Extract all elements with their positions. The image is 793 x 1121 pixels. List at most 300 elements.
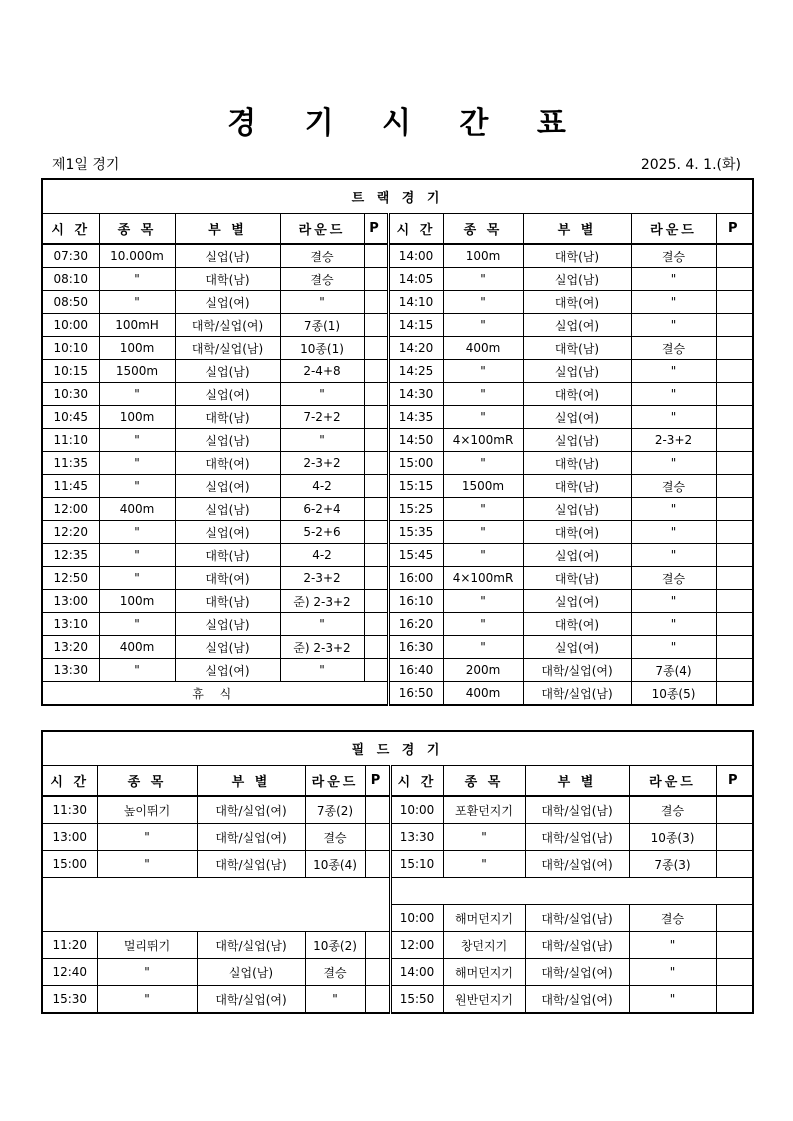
track-right-p — [716, 244, 753, 268]
track-left-division: 실업(남) — [175, 636, 280, 659]
track-left-event: 400m — [99, 498, 175, 521]
track-right-division: 대학/실업(남) — [523, 682, 631, 706]
field-right-event: 창던지기 — [443, 932, 525, 959]
field-header-division: 부 별 — [525, 766, 629, 797]
track-right-time: 15:45 — [388, 544, 443, 567]
track-right-round: " — [631, 544, 716, 567]
track-left-event: " — [99, 452, 175, 475]
track-left-division: 실업(남) — [175, 429, 280, 452]
table-row — [42, 659, 753, 682]
track-left-p — [364, 406, 388, 429]
field-left-division: 실업(남) — [197, 959, 305, 986]
track-header-time: 시 간 — [388, 214, 443, 245]
table-row — [42, 986, 753, 1014]
track-right-round: " — [631, 314, 716, 337]
field-right-division: 대학/실업(여) — [525, 851, 629, 878]
track-right-p — [716, 682, 753, 706]
track-right-division: 실업(남) — [523, 498, 631, 521]
track-right-p — [716, 337, 753, 360]
table-row — [42, 268, 753, 291]
track-right-division: 대학(여) — [523, 613, 631, 636]
field-left-p — [365, 986, 390, 1014]
track-left-event: " — [99, 291, 175, 314]
field-right-round: 결승 — [629, 796, 716, 824]
track-right-p — [716, 360, 753, 383]
field-right-time: 10:00 — [390, 796, 443, 824]
field-right-division: 대학/실업(남) — [525, 905, 629, 932]
track-right-round: " — [631, 498, 716, 521]
track-left-p — [364, 521, 388, 544]
field-left-division: 대학/실업(여) — [197, 796, 305, 824]
track-left-event: 10.000m — [99, 244, 175, 268]
track-right-round: " — [631, 291, 716, 314]
track-right-division: 실업(남) — [523, 360, 631, 383]
field-left-event: " — [97, 986, 197, 1014]
track-right-p — [716, 383, 753, 406]
track-right-event: " — [443, 521, 523, 544]
track-left-time: 12:50 — [42, 567, 99, 590]
track-right-event: " — [443, 406, 523, 429]
track-right-event: 4×100mR — [443, 429, 523, 452]
track-left-time: 12:00 — [42, 498, 99, 521]
field-right-p — [716, 986, 753, 1014]
track-right-time: 14:15 — [388, 314, 443, 337]
track-right-division: 대학(여) — [523, 521, 631, 544]
track-left-p — [364, 590, 388, 613]
track-left-p — [364, 291, 388, 314]
track-right-time: 14:05 — [388, 268, 443, 291]
field-left-division: 대학/실업(여) — [197, 986, 305, 1014]
field-left-division: 대학/실업(여) — [197, 824, 305, 851]
track-right-time: 16:30 — [388, 636, 443, 659]
track-left-p — [364, 567, 388, 590]
track-right-event: " — [443, 452, 523, 475]
track-left-time: 07:30 — [42, 244, 99, 268]
field-header-round: 라운드 — [629, 766, 716, 797]
track-right-event: " — [443, 383, 523, 406]
table-row — [42, 291, 753, 314]
track-left-division: 대학(여) — [175, 567, 280, 590]
track-left-division: 실업(여) — [175, 291, 280, 314]
track-left-division: 실업(남) — [175, 360, 280, 383]
track-right-round: " — [631, 636, 716, 659]
field-left-round: 10종(2) — [305, 932, 365, 959]
track-left-p — [364, 452, 388, 475]
track-left-event: " — [99, 268, 175, 291]
track-right-p — [716, 314, 753, 337]
track-header-time: 시 간 — [42, 214, 99, 245]
track-left-time: 08:10 — [42, 268, 99, 291]
track-left-time: 12:35 — [42, 544, 99, 567]
track-right-p — [716, 429, 753, 452]
track-left-division: 실업(남) — [175, 498, 280, 521]
track-left-p — [364, 613, 388, 636]
table-row — [42, 314, 753, 337]
track-header-p: P — [716, 214, 753, 245]
track-left-event: " — [99, 429, 175, 452]
track-right-p — [716, 498, 753, 521]
field-right-event: 해머던지기 — [443, 959, 525, 986]
field-left-round: 10종(4) — [305, 851, 365, 878]
field-right-p — [716, 932, 753, 959]
track-right-p — [716, 475, 753, 498]
track-left-time: 08:50 — [42, 291, 99, 314]
track-right-round: " — [631, 360, 716, 383]
track-left-time: 13:20 — [42, 636, 99, 659]
field-right-event: 해머던지기 — [443, 905, 525, 932]
track-left-event: 1500m — [99, 360, 175, 383]
track-left-p — [364, 314, 388, 337]
track-right-event: " — [443, 291, 523, 314]
field-right-round: " — [629, 959, 716, 986]
field-header-division: 부 별 — [197, 766, 305, 797]
field-left-round: 결승 — [305, 959, 365, 986]
track-left-time: 12:20 — [42, 521, 99, 544]
field-header-time: 시 간 — [42, 766, 97, 797]
track-left-round: 결승 — [280, 244, 364, 268]
track-left-time: 13:10 — [42, 613, 99, 636]
track-left-event: 100m — [99, 406, 175, 429]
track-right-event: " — [443, 544, 523, 567]
field-right-round: " — [629, 986, 716, 1014]
track-right-p — [716, 567, 753, 590]
track-left-division: 실업(남) — [175, 244, 280, 268]
track-left-division: 실업(여) — [175, 521, 280, 544]
track-right-division: 대학(남) — [523, 475, 631, 498]
track-left-round: 7종(1) — [280, 314, 364, 337]
table-row — [42, 796, 753, 824]
field-right-p — [716, 796, 753, 824]
track-right-round: 7종(4) — [631, 659, 716, 682]
track-right-event: " — [443, 590, 523, 613]
track-left-round: 준) 2-3+2 — [280, 590, 364, 613]
field-left-event: " — [97, 824, 197, 851]
track-left-division: 대학/실업(남) — [175, 337, 280, 360]
table-row — [42, 360, 753, 383]
table-row — [42, 590, 753, 613]
track-left-p — [364, 544, 388, 567]
track-right-division: 실업(여) — [523, 544, 631, 567]
track-header-row — [42, 214, 753, 245]
field-right-division: 대학/실업(남) — [525, 824, 629, 851]
field-left-time: 15:30 — [42, 986, 97, 1014]
field-right-p — [716, 959, 753, 986]
track-left-division: 실업(남) — [175, 613, 280, 636]
field-right-time: 14:00 — [390, 959, 443, 986]
field-left-round: " — [305, 986, 365, 1014]
table-row — [42, 636, 753, 659]
track-left-event: 400m — [99, 636, 175, 659]
table-row — [42, 824, 753, 851]
track-left-p — [364, 244, 388, 268]
field-left-event: 높이뛰기 — [97, 796, 197, 824]
track-left-round: 2-3+2 — [280, 452, 364, 475]
field-header-p: P — [716, 766, 753, 797]
track-left-division: 대학/실업(여) — [175, 314, 280, 337]
field-left-p — [365, 959, 390, 986]
track-left-round: 2-4+8 — [280, 360, 364, 383]
field-right-p — [716, 851, 753, 878]
track-right-division: 대학(여) — [523, 383, 631, 406]
track-left-round: " — [280, 613, 364, 636]
track-right-round: 결승 — [631, 337, 716, 360]
track-left-round: 결승 — [280, 268, 364, 291]
track-right-division: 대학/실업(여) — [523, 659, 631, 682]
track-left-event: " — [99, 613, 175, 636]
track-right-division: 대학(남) — [523, 452, 631, 475]
track-right-round: " — [631, 590, 716, 613]
field-right-p — [716, 824, 753, 851]
track-left-division: 대학(남) — [175, 268, 280, 291]
table-row — [42, 244, 753, 268]
field-right-event: 원반던지기 — [443, 986, 525, 1014]
field-left-p — [365, 851, 390, 878]
track-right-time: 15:35 — [388, 521, 443, 544]
track-right-p — [716, 659, 753, 682]
track-header-event: 종 목 — [443, 214, 523, 245]
track-left-round: 4-2 — [280, 475, 364, 498]
field-right-time: 15:50 — [390, 986, 443, 1014]
table-row — [42, 878, 753, 905]
field-left-event: 멀리뛰기 — [97, 932, 197, 959]
track-right-division: 실업(여) — [523, 590, 631, 613]
rest-label: 휴 식 — [42, 682, 388, 706]
track-left-p — [364, 498, 388, 521]
field-left-time: 13:00 — [42, 824, 97, 851]
blank-cell — [42, 878, 390, 932]
track-header-round: 라운드 — [280, 214, 364, 245]
field-left-time: 15:00 — [42, 851, 97, 878]
track-left-event: 100m — [99, 337, 175, 360]
field-left-event: " — [97, 959, 197, 986]
track-right-round: " — [631, 521, 716, 544]
track-left-time: 10:45 — [42, 406, 99, 429]
track-left-event: " — [99, 383, 175, 406]
track-left-round: 준) 2-3+2 — [280, 636, 364, 659]
track-header-division: 부 별 — [523, 214, 631, 245]
field-right-time: 13:30 — [390, 824, 443, 851]
table-row — [42, 932, 753, 959]
track-left-division: 실업(여) — [175, 475, 280, 498]
track-left-round: 6-2+4 — [280, 498, 364, 521]
track-right-time: 16:10 — [388, 590, 443, 613]
track-left-division: 실업(여) — [175, 659, 280, 682]
field-header-time: 시 간 — [390, 766, 443, 797]
track-left-round: " — [280, 291, 364, 314]
field-right-round: 10종(3) — [629, 824, 716, 851]
field-right-time: 10:00 — [390, 905, 443, 932]
track-left-round: 7-2+2 — [280, 406, 364, 429]
track-right-round: " — [631, 383, 716, 406]
track-left-time: 13:30 — [42, 659, 99, 682]
field-left-division: 대학/실업(남) — [197, 932, 305, 959]
track-left-p — [364, 475, 388, 498]
track-left-division: 대학(남) — [175, 590, 280, 613]
table-row — [42, 682, 753, 706]
track-left-round: 4-2 — [280, 544, 364, 567]
track-right-round: 결승 — [631, 244, 716, 268]
table-row — [42, 406, 753, 429]
table-row — [42, 959, 753, 986]
field-right-division: 대학/실업(남) — [525, 932, 629, 959]
field-left-time: 12:40 — [42, 959, 97, 986]
track-right-round: 2-3+2 — [631, 429, 716, 452]
table-row — [42, 475, 753, 498]
track-left-round: " — [280, 429, 364, 452]
field-left-event: " — [97, 851, 197, 878]
track-right-event: 100m — [443, 244, 523, 268]
track-right-time: 15:25 — [388, 498, 443, 521]
field-right-round: " — [629, 932, 716, 959]
track-right-division: 대학(남) — [523, 244, 631, 268]
track-right-p — [716, 636, 753, 659]
track-right-p — [716, 521, 753, 544]
track-right-event: 400m — [443, 337, 523, 360]
table-row — [42, 613, 753, 636]
track-left-event: " — [99, 567, 175, 590]
track-right-event: 200m — [443, 659, 523, 682]
track-right-division: 대학(여) — [523, 291, 631, 314]
field-left-time: 11:30 — [42, 796, 97, 824]
table-row — [42, 544, 753, 567]
track-left-event: " — [99, 544, 175, 567]
track-right-event: " — [443, 314, 523, 337]
track-header-division: 부 별 — [175, 214, 280, 245]
track-right-round: " — [631, 268, 716, 291]
field-right-division: 대학/실업(남) — [525, 796, 629, 824]
track-left-time: 10:00 — [42, 314, 99, 337]
field-left-round: 7종(2) — [305, 796, 365, 824]
track-left-event: " — [99, 659, 175, 682]
track-left-division: 실업(여) — [175, 383, 280, 406]
track-right-event: " — [443, 268, 523, 291]
field-left-p — [365, 824, 390, 851]
field-left-p — [365, 796, 390, 824]
track-right-p — [716, 268, 753, 291]
track-left-p — [364, 659, 388, 682]
track-left-event: " — [99, 521, 175, 544]
track-header-p: P — [364, 214, 388, 245]
table-row — [42, 521, 753, 544]
track-left-division: 대학(여) — [175, 452, 280, 475]
field-right-division: 대학/실업(여) — [525, 986, 629, 1014]
page-title: 경 기 시 간 표 — [227, 106, 585, 141]
field-left-p — [365, 932, 390, 959]
track-right-division: 대학(남) — [523, 567, 631, 590]
track-left-division: 대학(남) — [175, 406, 280, 429]
track-schedule-table — [41, 178, 754, 706]
track-left-time: 10:15 — [42, 360, 99, 383]
track-left-division: 대학(남) — [175, 544, 280, 567]
field-header-event: 종 목 — [97, 766, 197, 797]
table-row — [42, 498, 753, 521]
track-left-round: 2-3+2 — [280, 567, 364, 590]
field-header-row — [42, 766, 753, 797]
blank-cell — [390, 878, 753, 905]
table-row — [42, 567, 753, 590]
field-right-time: 12:00 — [390, 932, 443, 959]
track-left-time: 11:45 — [42, 475, 99, 498]
track-left-time: 10:30 — [42, 383, 99, 406]
track-right-time: 14:10 — [388, 291, 443, 314]
field-right-round: 결승 — [629, 905, 716, 932]
track-right-division: 실업(여) — [523, 636, 631, 659]
track-right-event: " — [443, 636, 523, 659]
track-left-event: 100mH — [99, 314, 175, 337]
track-left-p — [364, 337, 388, 360]
track-right-p — [716, 452, 753, 475]
field-right-time: 15:10 — [390, 851, 443, 878]
track-left-p — [364, 636, 388, 659]
track-header-event: 종 목 — [99, 214, 175, 245]
track-right-round: " — [631, 406, 716, 429]
track-left-event: 100m — [99, 590, 175, 613]
field-right-event: " — [443, 851, 525, 878]
track-right-event: " — [443, 613, 523, 636]
table-row — [42, 452, 753, 475]
field-left-division: 대학/실업(남) — [197, 851, 305, 878]
track-left-round: 5-2+6 — [280, 521, 364, 544]
track-right-round: 결승 — [631, 475, 716, 498]
field-right-division: 대학/실업(여) — [525, 959, 629, 986]
table-row — [42, 429, 753, 452]
track-right-p — [716, 406, 753, 429]
track-right-time: 14:35 — [388, 406, 443, 429]
track-left-event: " — [99, 475, 175, 498]
track-header-round: 라운드 — [631, 214, 716, 245]
track-right-event: 1500m — [443, 475, 523, 498]
track-right-time: 16:00 — [388, 567, 443, 590]
field-section-title: 필 드 경 기 — [42, 731, 753, 766]
track-left-time: 11:35 — [42, 452, 99, 475]
track-right-time: 16:20 — [388, 613, 443, 636]
date-label: 2025. 4. 1.(화) — [640, 157, 741, 173]
track-right-time: 15:00 — [388, 452, 443, 475]
field-right-p — [716, 905, 753, 932]
track-left-p — [364, 268, 388, 291]
track-right-time: 14:30 — [388, 383, 443, 406]
track-left-p — [364, 360, 388, 383]
track-right-round: 10종(5) — [631, 682, 716, 706]
track-left-time: 10:10 — [42, 337, 99, 360]
track-left-round: 10종(1) — [280, 337, 364, 360]
track-right-event: " — [443, 498, 523, 521]
table-row — [42, 851, 753, 878]
field-left-round: 결승 — [305, 824, 365, 851]
track-right-event: 4×100mR — [443, 567, 523, 590]
track-right-time: 14:25 — [388, 360, 443, 383]
field-schedule-table — [41, 730, 754, 1014]
track-right-time: 16:40 — [388, 659, 443, 682]
track-right-division: 실업(여) — [523, 406, 631, 429]
field-right-event: " — [443, 824, 525, 851]
track-right-p — [716, 613, 753, 636]
track-right-time: 15:15 — [388, 475, 443, 498]
track-left-p — [364, 383, 388, 406]
track-right-division: 실업(남) — [523, 268, 631, 291]
field-header-event: 종 목 — [443, 766, 525, 797]
track-right-division: 실업(여) — [523, 314, 631, 337]
track-right-time: 14:50 — [388, 429, 443, 452]
track-right-round: 결승 — [631, 567, 716, 590]
track-right-p — [716, 544, 753, 567]
field-left-time: 11:20 — [42, 932, 97, 959]
field-header-round: 라운드 — [305, 766, 365, 797]
track-left-round: " — [280, 383, 364, 406]
track-left-time: 13:00 — [42, 590, 99, 613]
track-right-event: 400m — [443, 682, 523, 706]
track-right-division: 실업(남) — [523, 429, 631, 452]
